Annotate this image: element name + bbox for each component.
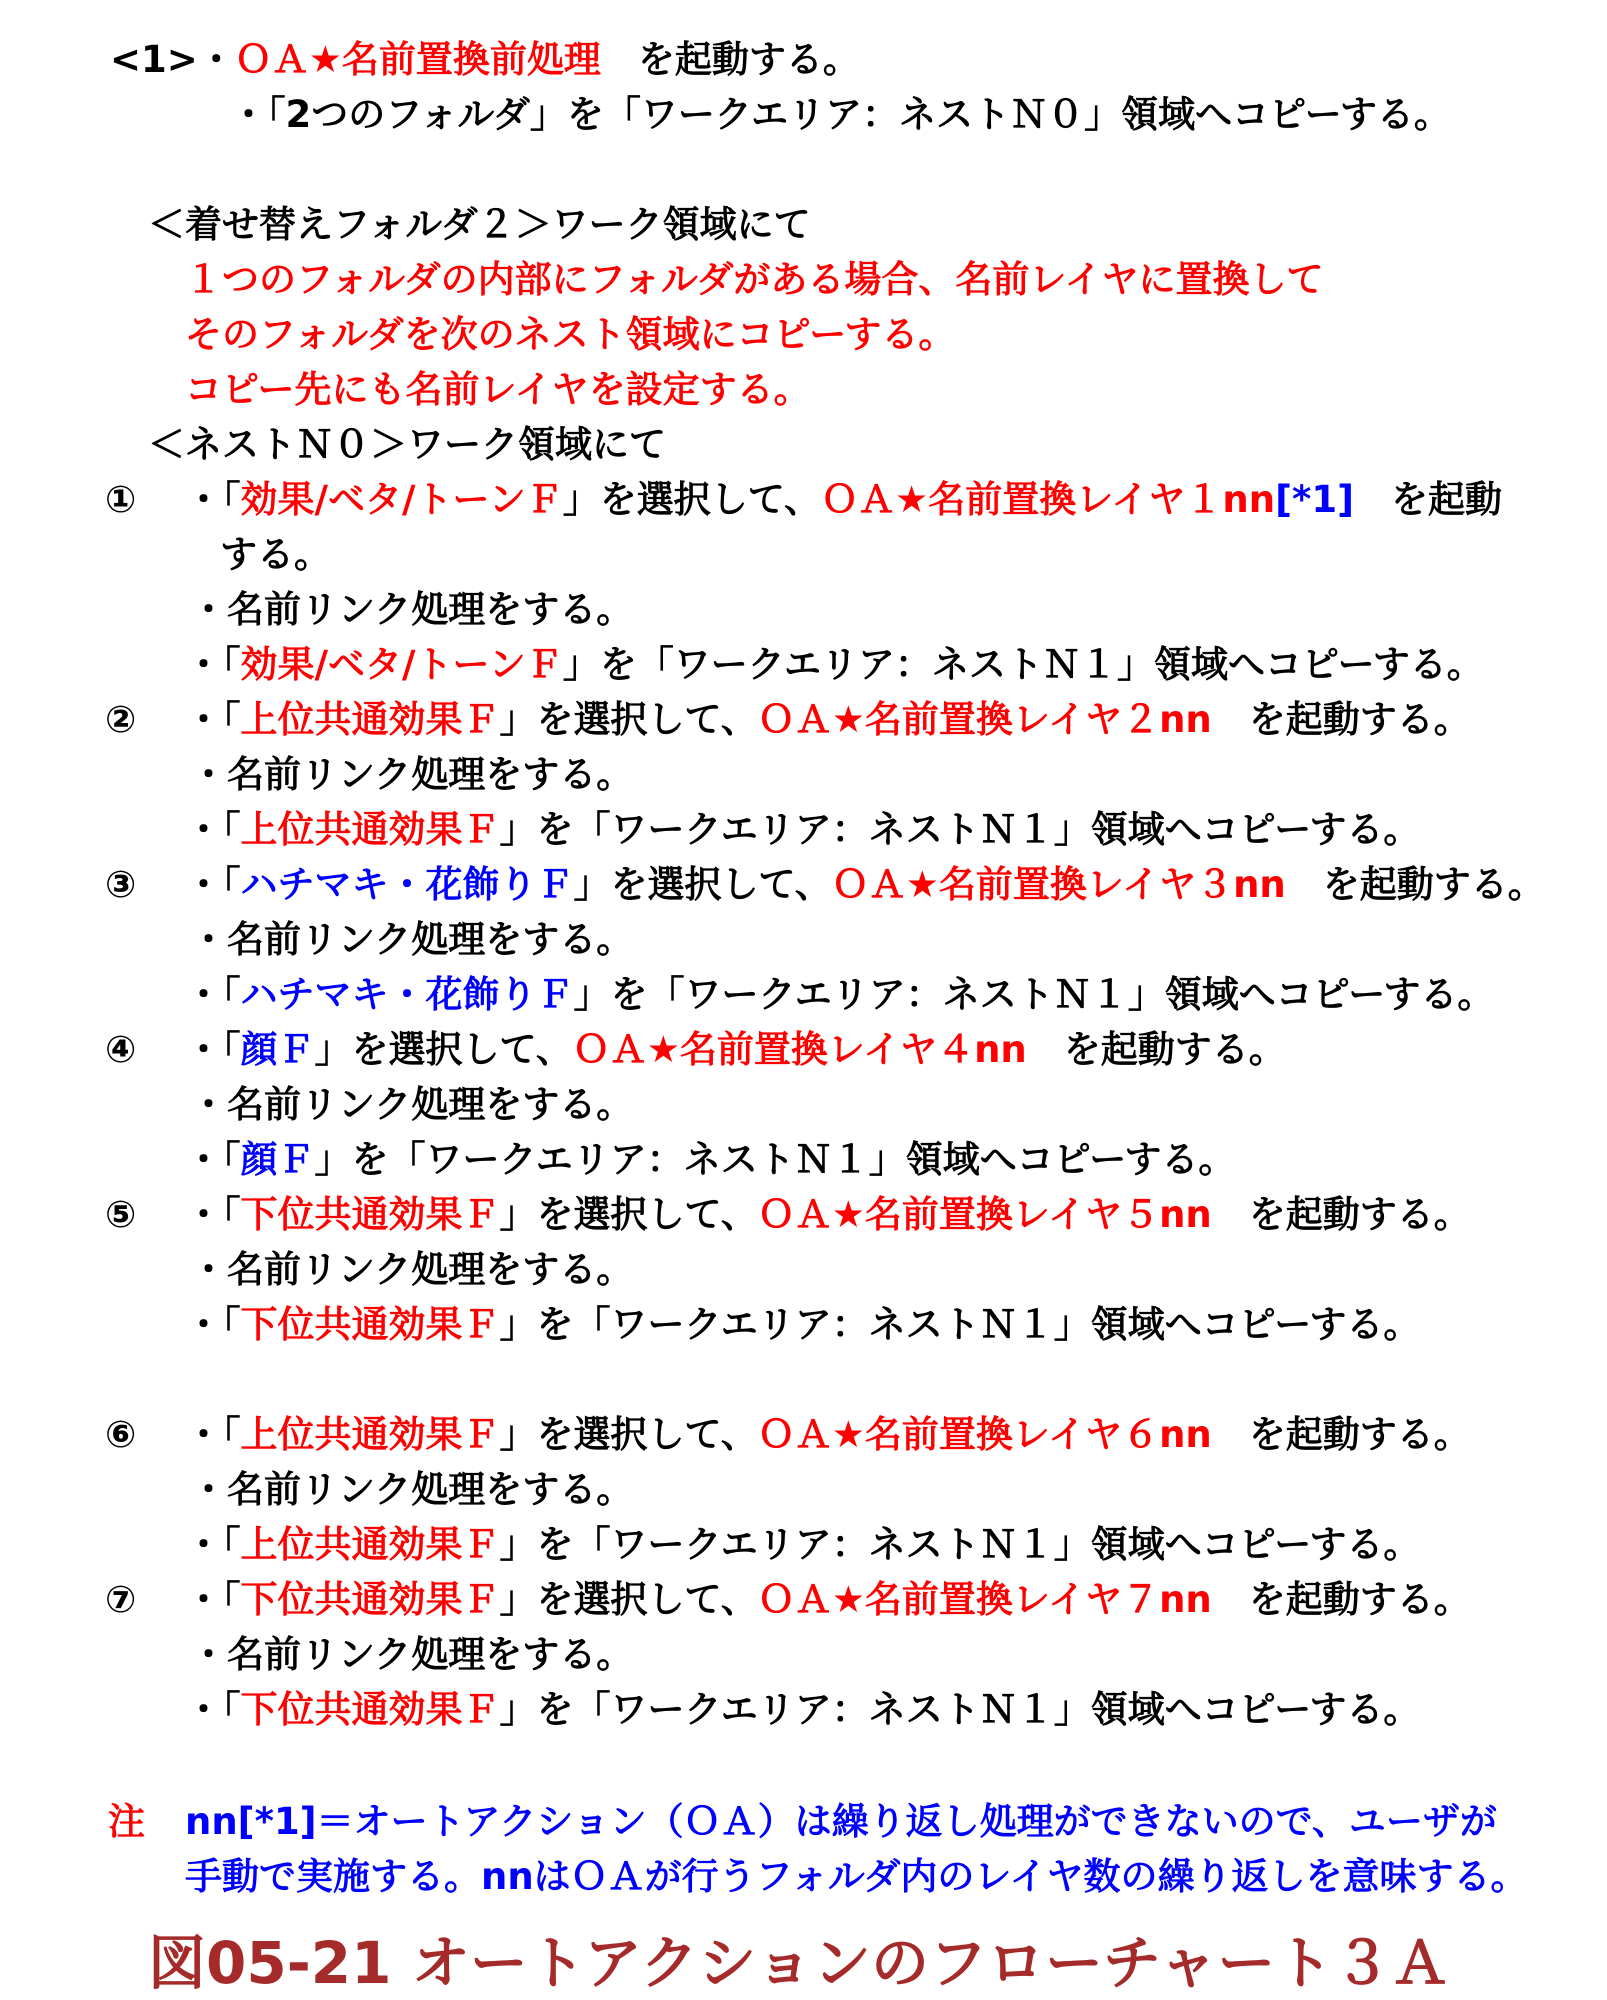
- text-segment: [*1]: [1275, 478, 1354, 521]
- text-segment: ・「: [185, 478, 241, 521]
- text-segment: ・「: [185, 1688, 241, 1731]
- text-segment: 」を「ワークエリア：ネストＮ１」領域へコピーする。: [499, 808, 1421, 851]
- text-segment: 」を選択して、: [314, 1028, 573, 1071]
- text-line: [190, 915, 633, 965]
- text-segment: ＯＡ★名前置換レイヤ６nn: [757, 1413, 1212, 1456]
- text-segment: ・名前リンク処理をする。: [190, 1633, 634, 1676]
- text-segment: ・「: [185, 1193, 241, 1236]
- text-segment: ・「: [185, 1578, 241, 1621]
- text-line: [190, 750, 633, 800]
- step-number: ⑦: [105, 1578, 137, 1621]
- text-segment: ・「: [185, 1303, 241, 1346]
- text-segment: ＜ネストＮ０＞ワーク領域にて: [148, 423, 666, 466]
- text-segment: 上位共通効果Ｆ: [240, 808, 500, 851]
- text-segment: 上位共通効果Ｆ: [240, 698, 500, 741]
- text-segment: そのフォルダを次のネスト領域にコピーする。: [185, 313, 956, 356]
- text-segment: を起動する。: [600, 38, 860, 81]
- text-line: [185, 860, 1545, 910]
- text-segment: ＯＡ★名前置換レイヤ２nn: [757, 698, 1212, 741]
- text-segment: を起動する。: [1211, 1413, 1471, 1456]
- text-segment: 」を「ワークエリア：ネストＮ１」領域へコピーする。: [499, 1688, 1421, 1731]
- text-segment: ＜着せ替えフォルダ２＞ワーク領域にて: [148, 203, 811, 246]
- text-segment: ・「2つのフォルダ」を「ワークエリア：ネストＮ０」領域へコピーする。: [230, 93, 1451, 136]
- text-line: [185, 1685, 1420, 1735]
- text-segment: を起動する。: [1211, 1193, 1471, 1236]
- text-segment: １つのフォルダの内部にフォルダがある場合、名前レイヤに置換して: [185, 258, 1324, 301]
- text-line: [185, 1852, 1528, 1902]
- text-segment: ＯＡ★名前置換レイヤ１nn: [821, 478, 1276, 521]
- text-segment: を起動する。: [1285, 863, 1545, 906]
- step-number: ②: [105, 698, 137, 741]
- step-number: ③: [105, 863, 137, 906]
- text-segment: ・名前リンク処理をする。: [190, 918, 634, 961]
- text-segment: ハチマキ・花飾りＦ: [240, 863, 574, 906]
- text-segment: を起動: [1354, 478, 1502, 521]
- text-segment: 」を選択して、: [573, 863, 832, 906]
- text-segment: ・名前リンク処理をする。: [190, 1468, 634, 1511]
- text-line: [185, 310, 955, 360]
- text-segment: 」を「ワークエリア：ネストＮ１」領域へコピーする。: [573, 973, 1495, 1016]
- text-segment: ・「: [185, 1523, 241, 1566]
- text-segment: 」を選択して、: [499, 1413, 758, 1456]
- text-segment: 効果/ベタ/トーンＦ: [240, 643, 563, 686]
- text-segment: 手動で実施する。nnはＯＡが行うフォルダ内のレイヤ数の繰り返しを意味する。: [185, 1855, 1528, 1898]
- text-line: [185, 970, 1494, 1020]
- text-line: [185, 695, 1471, 745]
- text-line: [220, 530, 331, 580]
- text-segment: 」を選択して、: [499, 1578, 758, 1621]
- text-segment: 効果/ベタ/トーンＦ: [240, 478, 563, 521]
- figure-caption: 図05-21 オートアクションのフローチャート３Ａ: [148, 1929, 1450, 1997]
- text-line: [190, 585, 633, 635]
- text-line: [185, 1300, 1420, 1350]
- text-line: [185, 255, 1324, 305]
- step-number: ⑤: [105, 1193, 137, 1236]
- text-segment: ハチマキ・花飾りＦ: [240, 973, 574, 1016]
- step-number: ④: [105, 1028, 137, 1071]
- text-segment: 下位共通効果Ｆ: [240, 1688, 500, 1731]
- text-segment: ＯＡ★名前置換前処理: [234, 38, 601, 81]
- text-segment: ＯＡ★名前置換レイヤ３nn: [831, 863, 1286, 906]
- text-line: [185, 1025, 1286, 1075]
- text-segment: ・「: [185, 808, 241, 851]
- text-segment: 」を選択して、: [562, 478, 822, 521]
- text-line: [185, 1520, 1420, 1570]
- text-line: [190, 1465, 633, 1515]
- text-line: [185, 1797, 1497, 1847]
- text-segment: ・「: [185, 1413, 241, 1456]
- text-line: [230, 90, 1451, 140]
- text-segment: 」を「ワークエリア：ネストＮ１」領域へコピーする。: [314, 1138, 1236, 1181]
- text-line: [110, 35, 860, 85]
- text-segment: を起動する。: [1211, 698, 1471, 741]
- text-line: [148, 420, 666, 470]
- text-line: [148, 200, 811, 250]
- text-segment: する。: [220, 533, 331, 576]
- text-segment: 顔Ｆ: [240, 1028, 315, 1071]
- text-segment: を起動する。: [1211, 1578, 1471, 1621]
- text-segment: ・「: [185, 698, 241, 741]
- text-segment: 上位共通効果Ｆ: [240, 1413, 500, 1456]
- text-segment: 顔Ｆ: [240, 1138, 315, 1181]
- text-segment: 」を「ワークエリア：ネストＮ１」領域へコピーする。: [499, 1303, 1421, 1346]
- text-segment: ・「: [185, 1028, 241, 1071]
- text-segment: 下位共通効果Ｆ: [240, 1578, 500, 1621]
- text-segment: ・「: [185, 1138, 241, 1181]
- text-segment: ＯＡ★名前置換レイヤ４nn: [572, 1028, 1027, 1071]
- text-line: [185, 640, 1484, 690]
- text-segment: ・名前リンク処理をする。: [190, 1083, 634, 1126]
- text-line: [190, 1630, 633, 1680]
- text-segment: ・名前リンク処理をする。: [190, 753, 634, 796]
- text-line: [185, 1135, 1235, 1185]
- text-line: [185, 365, 811, 415]
- text-segment: コピー先にも名前レイヤを設定する。: [185, 368, 811, 411]
- text-segment: 」を「ワークエリア：ネストＮ１」領域へコピーする。: [562, 643, 1484, 686]
- text-segment: 下位共通効果Ｆ: [240, 1303, 500, 1346]
- text-segment: 」を「ワークエリア：ネストＮ１」領域へコピーする。: [499, 1523, 1421, 1566]
- text-segment: 上位共通効果Ｆ: [240, 1523, 500, 1566]
- text-segment: ・名前リンク処理をする。: [190, 1248, 634, 1291]
- text-line: [185, 475, 1502, 525]
- text-line: [185, 805, 1420, 855]
- text-segment: ・名前リンク処理をする。: [190, 588, 634, 631]
- text-segment: <1>・: [110, 38, 235, 81]
- text-segment: ・「: [185, 863, 241, 906]
- text-segment: ・「: [185, 643, 241, 686]
- text-line: [190, 1245, 633, 1295]
- text-segment: 」を選択して、: [499, 1193, 758, 1236]
- text-segment: ＯＡ★名前置換レイヤ７nn: [757, 1578, 1212, 1621]
- text-line: [190, 1080, 633, 1130]
- text-line: [185, 1190, 1471, 1240]
- text-segment: 」を選択して、: [499, 698, 758, 741]
- text-segment: 下位共通効果Ｆ: [240, 1193, 500, 1236]
- note-label: 注: [108, 1800, 145, 1843]
- text-segment: ＯＡ★名前置換レイヤ５nn: [757, 1193, 1212, 1236]
- text-segment: ・「: [185, 973, 241, 1016]
- text-line: [185, 1575, 1471, 1625]
- step-number: ⑥: [105, 1413, 137, 1456]
- text-segment: nn[*1]＝オートアクション（ＯＡ）は繰り返し処理ができないので、ユーザが: [185, 1800, 1497, 1843]
- step-number: ①: [105, 478, 137, 521]
- text-segment: を起動する。: [1026, 1028, 1286, 1071]
- text-line: [185, 1410, 1471, 1460]
